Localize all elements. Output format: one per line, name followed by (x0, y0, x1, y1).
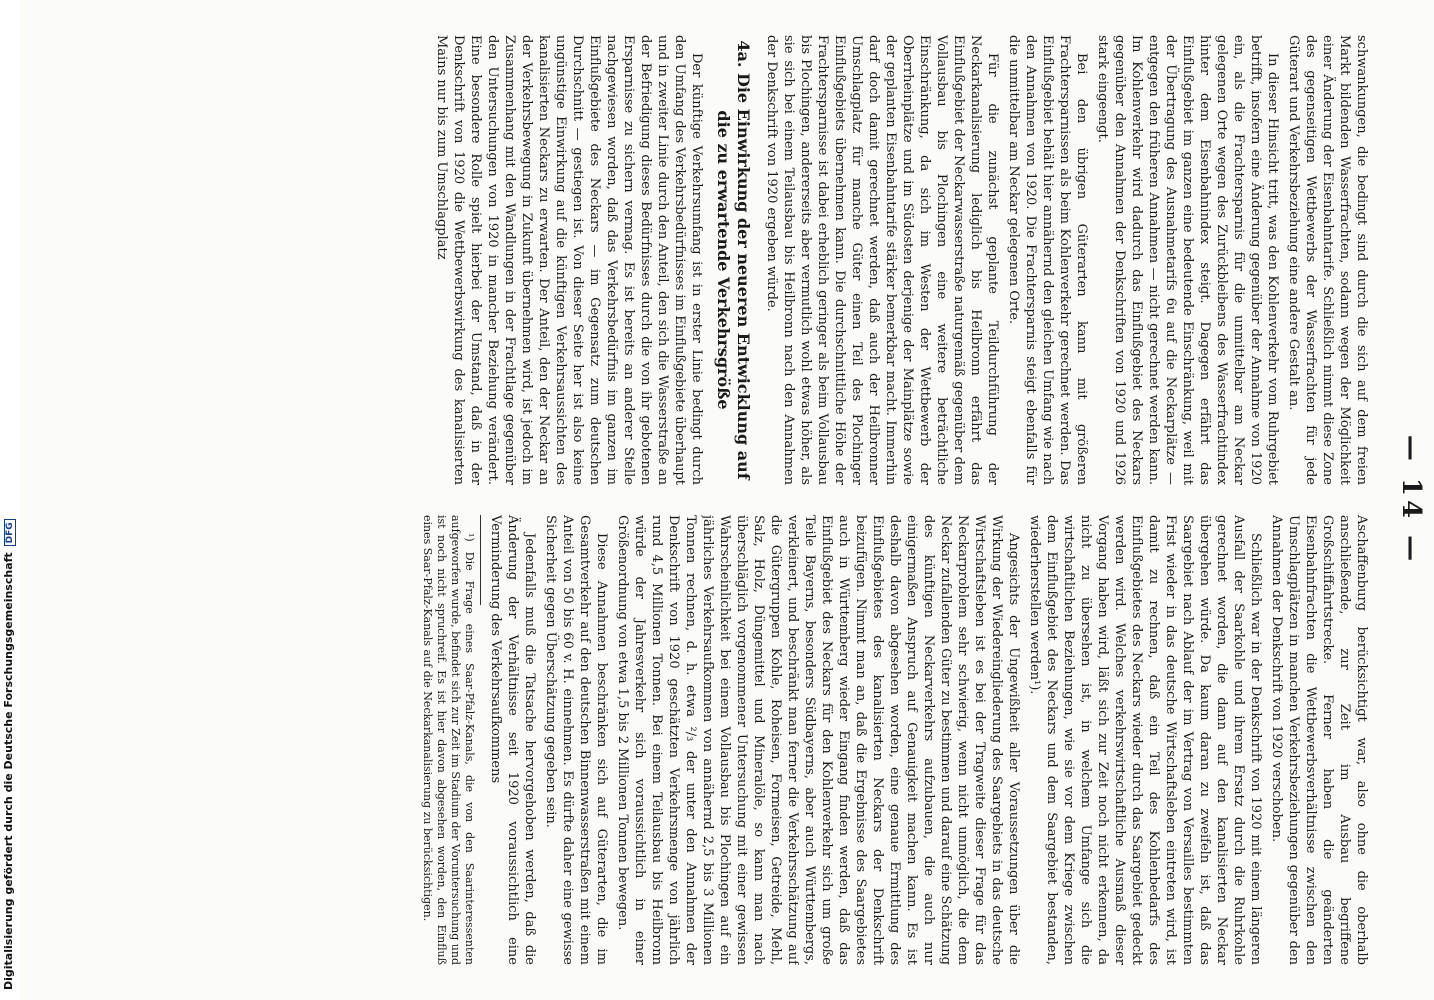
digitization-credit (2, 10, 16, 990)
paragraph: Aschaffenburg berücksichtigt war, also ohne die oberhalb anschließende, zur Zeit im Ausbau begriffene Großschiffahrtstrecke. Ferner haben die geänderten Eisenbahnfrachten die Wettbewerbsverhältnisse zwischen den Umschlagplätzen in manchen Verkehrsbeziehungen gegenüber den Annahmen der Denkschrift von 1920 verschoben. (1269, 515, 1369, 965)
right-column (85, 515, 1370, 965)
rotated-page-content (20, 0, 1434, 1000)
paragraph: Der künftige Verkehrsumfang ist in erster Linie bedingt durch den Umfang des Verkehrsbedürfnisses im Einflußgebiete überhaupt und in zweiter Linie durch den Anteil, den sich die Wasserstraße an der Befriedigung dieses Bedürfnisses durch die von ihr gebotenen Ersparnisse zu sichern vermag. Es ist bereits an anderer Stelle nachgewiesen worden, daß das Verkehrsbedürfnis im ganzen im Einflußgebiete des Neckars — im Gegensatz zum deutschen Durchschnitt — gestiegen ist. Von dieser Seite her ist also keine ungünstige Einwirkung auf die künftigen Verkehrsaussichten des kanalisierten Neckars zu erwarten. Der Anteil, den der Neckar an der Verkehrsbewegung in Zukunft übernehmen wird, ist jedoch im Zusammenhang mit den Wandlungen in der Frachtlage gegenüber den Untersuchungen von 1920 in mancher Beziehung verändert. Eine besondere Rolle spielt hierbei der Umstand, daß in der Denkschrift von 1920 die Wettbewerbswirkung des kanalisierten Mains nur bis zum Umschlagplatz (434, 35, 704, 485)
paragraph: Bei den übrigen Güterarten kann mit größeren Frachtersparnissen als beim Kohlenverkehr gerechnet werden. Das Einflußgebiet behält hier annähernd den gleichen Umfang wie nach den Annahmen von 1920. Die Frachtersparnis steigt ebenfalls für die unmittelbar am Neckar gelegenen Orte. (1006, 35, 1089, 485)
footnote-divider (480, 515, 481, 605)
paragraph: Für die zunächst geplante Teildurchführung der Neckarkanalisierung lediglich bis Heilbronn erfährt das Einflußgebiet der Neckarwasserstraße naturgemäß gegenüber dem Vollausbau bis Plochingen eine weitere beträchtliche Einschränkung, da sich im Westen der Wettbewerb der Oberrheinplätze und im Südosten derjenige der Mainplätze sowie der geplanten Eisenbahntarife stärker bemerkbar macht. Immerhin darf doch damit gerechnet werden, daß auch der Heilbronner Umschlagplatz für manche Güter einen Teil des Plochinger Einflußgebiets übernehmen kann. Die durchschnittliche Höhe der Frachtersparnisse ist dabei erheblich geringer als beim Vollausbau bis Plochingen, andererseits aber vermutlich wohl etwas höher, als sie sich bei einem Teilausbau bis Heilbronn nach den Annahmen der Denkschrift von 1920 ergeben würde. (764, 35, 1000, 485)
scanned-page (20, 0, 1434, 1000)
paragraph: Angesichts der Ungewißheit aller Voraussetzungen über die Wirkung der Wiedereingliederung des Saargebiets in das deutsche Wirtschaftsleben ist es bei der Tragweite dieser Frage für das Neckarproblem sehr schwierig, wenn nicht unmöglich, die dem Neckar zufallenden Güter zu bestimmen und darauf eine Schätzung des künftigen Neckarverkehrs aufzubauen, die auch nur einigermaßen Anspruch auf Genauigkeit machen kann. Es ist deshalb davon abgesehen worden, eine genaue Ermittlung des Einflußgebietes des kanalisierten Neckars der Denkschrift beizufügen. Nimmt man an, daß die Ergebnisse des Saargebietes auch in Württemberg wieder Eingang finden werden, daß das Einflußgebiet des Neckars für den Kohlenverkehr sich um große Teile Bayerns, besonders Südbayerns, aber auch Württembergs, verkleinert, und beschränkt man ferner die Verkehrsschätzung auf die Gütergruppen Kohle, Roheisen, Formeisen, Getreide, Mehl, Salz, Holz, Düngemittel und Mineralöle, so kann man nach überschläglich vorgenommener Untersuchung mit einer gewissen Wahrscheinlichkeit bei einem Vollausbau bis Plochingen auf ein jährliches Verkehrsaufkommen von annähernd 2,5 bis 3 Millionen Tonnen rechnen, d. h. etwa ²/₃ der unter den Annahmen der Denkschrift von 1920 geschätzten Verkehrsmenge von jährlich rund 4,5 Millionen Tonnen. Bei einem Teilausbau bis Heilbronn würde der Jahresverkehr sich voraussichtlich in einer Größenordnung von etwa 1,5 bis 2 Millionen Tonnen bewegen. (615, 515, 1021, 965)
dfg-logo: DFG (4, 519, 16, 546)
section-heading: 4a. Die Einwirkung der neueren Entwicklung auf die zu erwartende Verkehrsgröße (714, 40, 753, 480)
paragraph: Schließlich war in der Denkschrift von 1920 mit einem längeren Ausfall der Saarkohle und ihrem Ersatz durch die Ruhrkohle gerechnet worden, die dann auf den kanalisierten Neckar übergehen würde. Da kaum daran zu zweifeln ist, daß das Saargebiet nach Ablauf der im Vertrag von Versailles bestimmten Frist wieder in das deutsche Wirtschaftsleben eintreten wird, ist damit zu rechnen, daß ein Teil des Kohlenbedarfs des Einflußgebietes des Neckars wieder durch das Saargebiet gedeckt werden wird. Welches verkehrswirtschaftliche Ausmaß dieser Vorgang haben wird, läßt sich zur Zeit noch nicht erkennen, da nicht zu übersehen ist, in welchem Umfange sich die wirtschaftlichen Beziehungen, wie sie vor dem Kriege zwischen dem Einflußgebiet des Neckars und dem Saargebiet bestanden, wiederherstellen werden¹). (1027, 515, 1263, 965)
paragraph: Jedenfalls muß die Tatsache hervorgehoben werden, daß die Änderung der Verhältnisse seit 1920 voraussichtlich eine Verminderung des Verkehrsaufkommens (488, 515, 537, 965)
paragraph: Diese Annahmen beschränken sich auf Güterarten, die im Gesamtverkehr auf den deutschen Binnenwasserstraßen mit einem Anteil von 50 bis 60 v. H. einnehmen. Es dürfte daher eine gewisse Sicherheit gegen Überschätzung gegeben sein. (543, 515, 609, 965)
digitization-credit-bar (0, 0, 20, 1000)
page-number: — 14 — (1396, 434, 1426, 566)
footnote: ¹) Die Frage eines Saar-Pfalz-Kanals, die von den Saarinteressenten aufgeworfen wurde, befindet sich zur Zeit im Stadium der Voruntersuchung und ist noch nicht spruchreif. Es ist hier davon abgesehen worden, den Einfluß eines Saar-Pfalz-Kanals auf die Neckarkanalisierung zu berücksichtigen. (421, 515, 476, 965)
paragraph: In dieser Hinsicht tritt, was den Kohlenverkehr vom Ruhrgebiet betrifft, insofern eine Änderung gegenüber der Annahme von 1920 ein, als die Frachtersparnis für die unmittelbar am Neckar gelegenen Orte wegen des Zurückbleibens des Wasserfrachtindex hinter dem Eisenbahnindex steigt. Dagegen erfährt das Einflußgebiet im ganzen eine bedeutende Einschränkung, weil mit der Übertragung des Ausnahmetarifs 6u auf die Neckarplätze — entgegen den früheren Annahmen — nicht gerechnet werden kann. Im Kohlenverkehr wird dadurch das Einflußgebiet des Neckars gegenüber den Annahmen der Denkschriften von 1920 und 1926 stark eingeengt. (1095, 35, 1280, 485)
credit-text: Digitalisierung gefördert durch die Deutsche Forschungsgemeinschaft (2, 552, 15, 990)
paragraph: schwankungen, die bedingt sind durch die sich auf dem freien Markt bildenden Wasserfrachten, sodann wegen der Möglichkeit einer Änderung der Eisenbahntarife. Schließlich nimmt diese Zone des gegenseitigen Wettbewerbs der Wasserfrachten für jede Güterart und Verkehrsbeziehung eine andere Gestalt an. (1286, 35, 1369, 485)
left-column (85, 35, 1370, 485)
